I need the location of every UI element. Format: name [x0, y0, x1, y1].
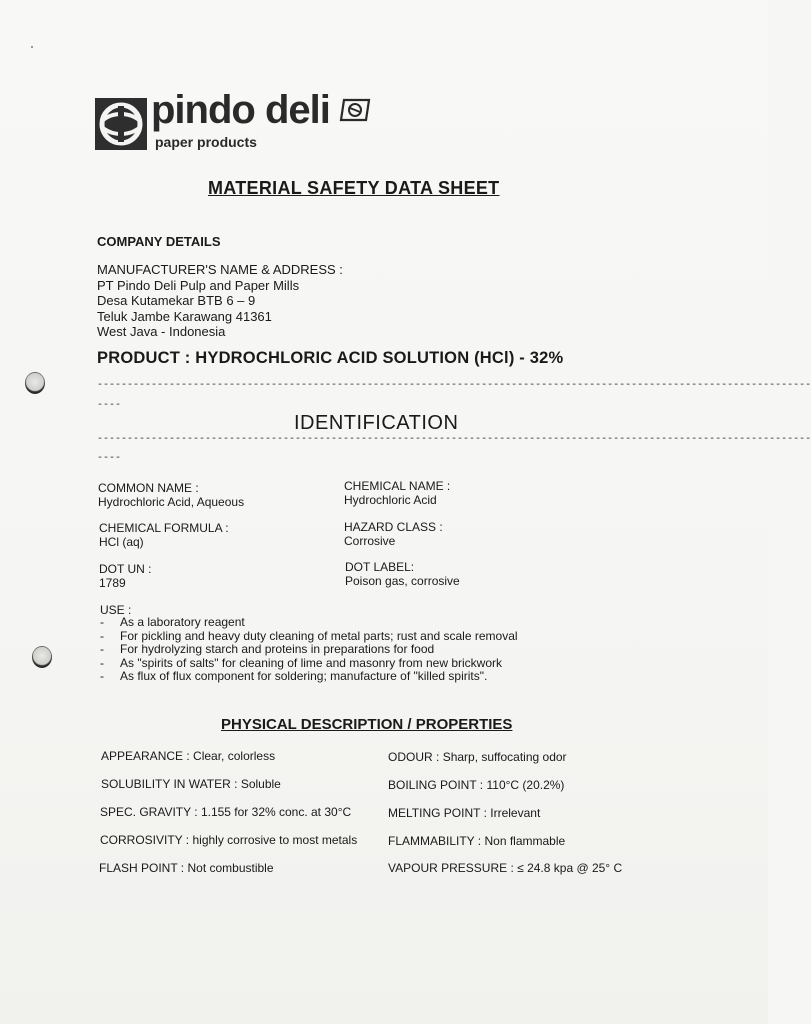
- field-value: Hydrochloric Acid: [344, 493, 437, 507]
- prop-value: highly corrosive to most metals: [192, 833, 358, 847]
- use-item: - For pickling and heavy duty cleaning of metal parts; rust and scale removal: [100, 630, 518, 644]
- logo-tagline: paper products: [155, 134, 257, 150]
- prop-flash-point: [99, 861, 274, 875]
- address-line: Teluk Jambe Karawang 41361: [97, 308, 272, 324]
- company-address-block: [97, 262, 343, 340]
- punch-hole-bottom: [32, 646, 52, 668]
- field-label: COMMON NAME :: [98, 481, 199, 495]
- field-chemical-formula: [99, 521, 229, 549]
- field-common-name: [98, 481, 244, 509]
- prop-label: VAPOUR PRESSURE :: [388, 861, 514, 875]
- field-value: 1789: [99, 576, 126, 590]
- prop-value: 110°C (20.2%): [486, 778, 565, 792]
- prop-appearance: [101, 749, 275, 763]
- prop-value: Clear, colorless: [193, 749, 276, 763]
- prop-value: Not combustible: [187, 861, 274, 875]
- logo-brand-text: pindo deli: [151, 88, 330, 132]
- separator-line: -----------------------------------------------------------------------------------------------------------------------: [97, 434, 811, 445]
- prop-odour: [388, 750, 567, 764]
- field-value: Hydrochloric Acid, Aqueous: [98, 495, 245, 509]
- field-chemical-name: [344, 479, 450, 507]
- field-label: CHEMICAL NAME :: [344, 479, 451, 493]
- company-logo: [95, 88, 385, 156]
- prop-value: Non flammable: [484, 834, 566, 848]
- prop-corrosivity: [100, 833, 357, 847]
- prop-label: MELTING POINT :: [388, 806, 487, 820]
- prop-label: SPEC. GRAVITY :: [100, 805, 198, 819]
- prop-solubility: [101, 777, 281, 791]
- physical-properties-heading: PHYSICAL DESCRIPTION / PROPERTIES: [221, 716, 513, 733]
- identification-heading: IDENTIFICATION: [294, 412, 459, 434]
- field-label: CHEMICAL FORMULA :: [99, 521, 229, 535]
- field-value: HCl (aq): [99, 535, 144, 549]
- use-label: USE :: [100, 603, 132, 617]
- prop-spec-gravity: [100, 805, 351, 819]
- field-dot-un: [99, 562, 151, 590]
- scan-speck: [31, 46, 33, 48]
- separator-tail: ----: [97, 453, 122, 464]
- document-title: MATERIAL SAFETY DATA SHEET: [208, 178, 500, 198]
- field-dot-label: [345, 560, 460, 588]
- prop-label: SOLUBILITY IN WATER :: [101, 777, 238, 791]
- prop-vapour-pressure: [388, 861, 622, 875]
- field-hazard-class: [344, 520, 443, 548]
- prop-value: ≤ 24.8 kpa @ 25° C: [517, 861, 623, 875]
- prop-value: 1.155 for 32% conc. at 30°C: [200, 805, 352, 819]
- prop-label: APPEARANCE :: [101, 749, 190, 763]
- prop-melting-point: [388, 806, 540, 820]
- use-item: - As a laboratory reagent: [100, 616, 518, 630]
- field-label: DOT UN :: [99, 562, 152, 576]
- prop-value: Irrelevant: [490, 806, 541, 820]
- use-item: - For hydrolyzing starch and proteins in preparations for food: [100, 643, 518, 657]
- prop-value: Sharp, suffocating odor: [442, 750, 567, 764]
- separator-line: -----------------------------------------------------------------------------------------------------------------------: [97, 380, 811, 391]
- prop-label: CORROSIVITY :: [100, 833, 190, 847]
- product-name: PRODUCT : HYDROCHLORIC ACID SOLUTION (HCl) - 32%: [97, 349, 564, 367]
- prop-value: Soluble: [240, 777, 281, 791]
- field-label: DOT LABEL:: [345, 560, 415, 574]
- prop-label: BOILING POINT :: [388, 778, 484, 792]
- field-label: HAZARD CLASS :: [344, 520, 443, 534]
- field-value: Poison gas, corrosive: [345, 574, 460, 588]
- logo-badge-icon: [340, 98, 370, 122]
- address-line: PT Pindo Deli Pulp and Paper Mills: [97, 277, 300, 293]
- pindo-deli-logo-icon: [95, 98, 147, 150]
- address-label: MANUFACTURER'S NAME & ADDRESS :: [97, 262, 343, 277]
- field-value: Corrosive: [344, 534, 396, 548]
- prop-label: FLAMMABILITY :: [388, 834, 482, 848]
- punch-hole-top: [25, 372, 45, 394]
- use-list: [100, 616, 518, 684]
- separator-tail: ----: [97, 400, 122, 411]
- address-line: Desa Kutamekar BTB 6 – 9: [97, 293, 256, 308]
- prop-boiling-point: [388, 778, 564, 792]
- prop-flammability: [388, 834, 565, 848]
- use-item: - As flux of flux component for soldering; manufacture of "killed spirits".: [100, 670, 518, 684]
- prop-label: ODOUR :: [388, 750, 440, 764]
- prop-label: FLASH POINT :: [99, 861, 185, 875]
- address-line: West Java - Indonesia: [97, 324, 226, 339]
- company-details-heading: COMPANY DETAILS: [97, 234, 221, 249]
- use-item: - As "spirits of salts" for cleaning of lime and masonry from new brickwork: [100, 657, 518, 671]
